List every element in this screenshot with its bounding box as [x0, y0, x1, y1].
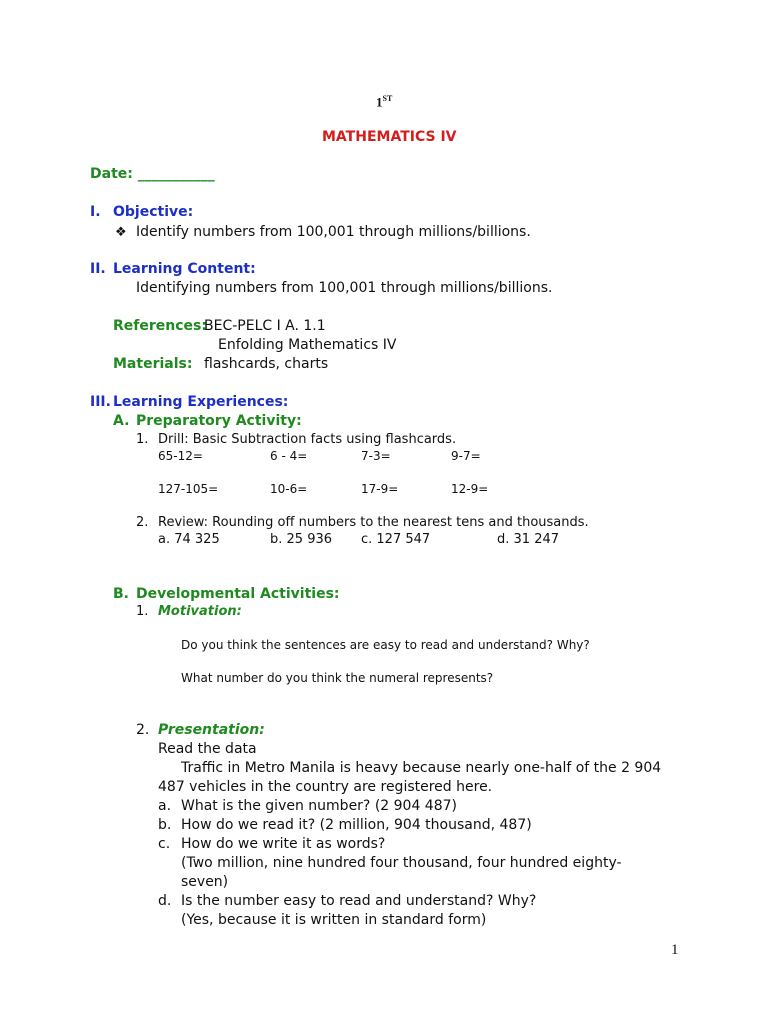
date-line [90, 166, 215, 182]
date-blank: ___________ [137, 166, 215, 182]
grade-suffix: ST [382, 94, 393, 103]
passage-line: 487 vehicles in the country are registered here. [158, 779, 493, 795]
page-number: 1 [671, 942, 679, 958]
objective-heading: Objective: [113, 204, 194, 220]
section-a-heading: Preparatory Activity: [136, 413, 302, 429]
motivation-question: What number do you think the numeral represents? [181, 671, 494, 685]
materials-text: flashcards, charts [204, 356, 329, 372]
motivation-num: 1. [136, 604, 149, 619]
question-text: How do we read it? (2 million, 904 thousand, 487) [181, 817, 532, 833]
grade-number: 1 [376, 94, 383, 110]
motivation-heading: Motivation: [158, 604, 242, 619]
section-b-letter: B. [113, 586, 129, 602]
learning-experiences-heading: Learning Experiences: [113, 394, 289, 410]
review-num: 2. [136, 515, 149, 530]
objective-text: Identify numbers from 100,001 through millions/billions. [136, 224, 531, 240]
objective-bullet-icon: ❖ [115, 225, 127, 240]
answer-line: seven) [181, 874, 229, 890]
passage-line: Traffic in Metro Manila is heavy because nearly one-half of the 2 904 [181, 760, 662, 776]
presentation-num: 2. [136, 722, 150, 738]
review-item: d. 31 247 [497, 532, 560, 547]
learning-content-num: II. [90, 261, 106, 277]
drill-cell: 65-12= [158, 449, 203, 463]
section-b-heading: Developmental Activities: [136, 586, 340, 602]
review-item: a. 74 325 [158, 532, 220, 547]
drill-cell: 17-9= [361, 482, 399, 496]
drill-text: Drill: Basic Subtraction facts using flashcards. [158, 432, 457, 447]
page-title: MATHEMATICS IV [322, 129, 457, 145]
materials-label: Materials: [113, 356, 193, 372]
question-letter: a. [158, 798, 172, 814]
references-label: References: [113, 318, 207, 334]
grade-heading [376, 94, 392, 110]
objective-num: I. [90, 204, 101, 220]
section-a-letter: A. [113, 413, 130, 429]
drill-cell: 6 - 4= [270, 449, 308, 463]
question-text: How do we write it as words? [181, 836, 386, 852]
motivation-question: Do you think the sentences are easy to read and understand? Why? [181, 638, 590, 652]
reference-item: BEC-PELC I A. 1.1 [204, 318, 326, 334]
question-text: Is the number easy to read and understand? Why? [181, 893, 537, 909]
answer-line: (Yes, because it is written in standard form) [181, 912, 487, 928]
question-letter: d. [158, 893, 172, 909]
question-letter: c. [158, 836, 171, 852]
presentation-heading: Presentation: [158, 722, 265, 738]
question-letter: b. [158, 817, 172, 833]
drill-cell: 7-3= [361, 449, 391, 463]
review-text: Review: Rounding off numbers to the nearest tens and thousands. [158, 515, 589, 530]
learning-content-text: Identifying numbers from 100,001 through millions/billions. [136, 280, 553, 296]
drill-cell: 9-7= [451, 449, 481, 463]
drill-num: 1. [136, 432, 149, 447]
read-data-text: Read the data [158, 741, 257, 757]
reference-item: Enfolding Mathematics IV [218, 337, 397, 353]
drill-cell: 127-105= [158, 482, 219, 496]
review-item: c. 127 547 [361, 532, 431, 547]
review-item: b. 25 936 [270, 532, 333, 547]
drill-cell: 10-6= [270, 482, 308, 496]
learning-experiences-num: III. [90, 394, 111, 410]
drill-cell: 12-9= [451, 482, 489, 496]
answer-line: (Two million, nine hundred four thousand, four hundred eighty- [181, 855, 622, 871]
question-text: What is the given number? (2 904 487) [181, 798, 457, 814]
learning-content-heading: Learning Content: [113, 261, 256, 277]
date-label: Date: [90, 166, 133, 182]
